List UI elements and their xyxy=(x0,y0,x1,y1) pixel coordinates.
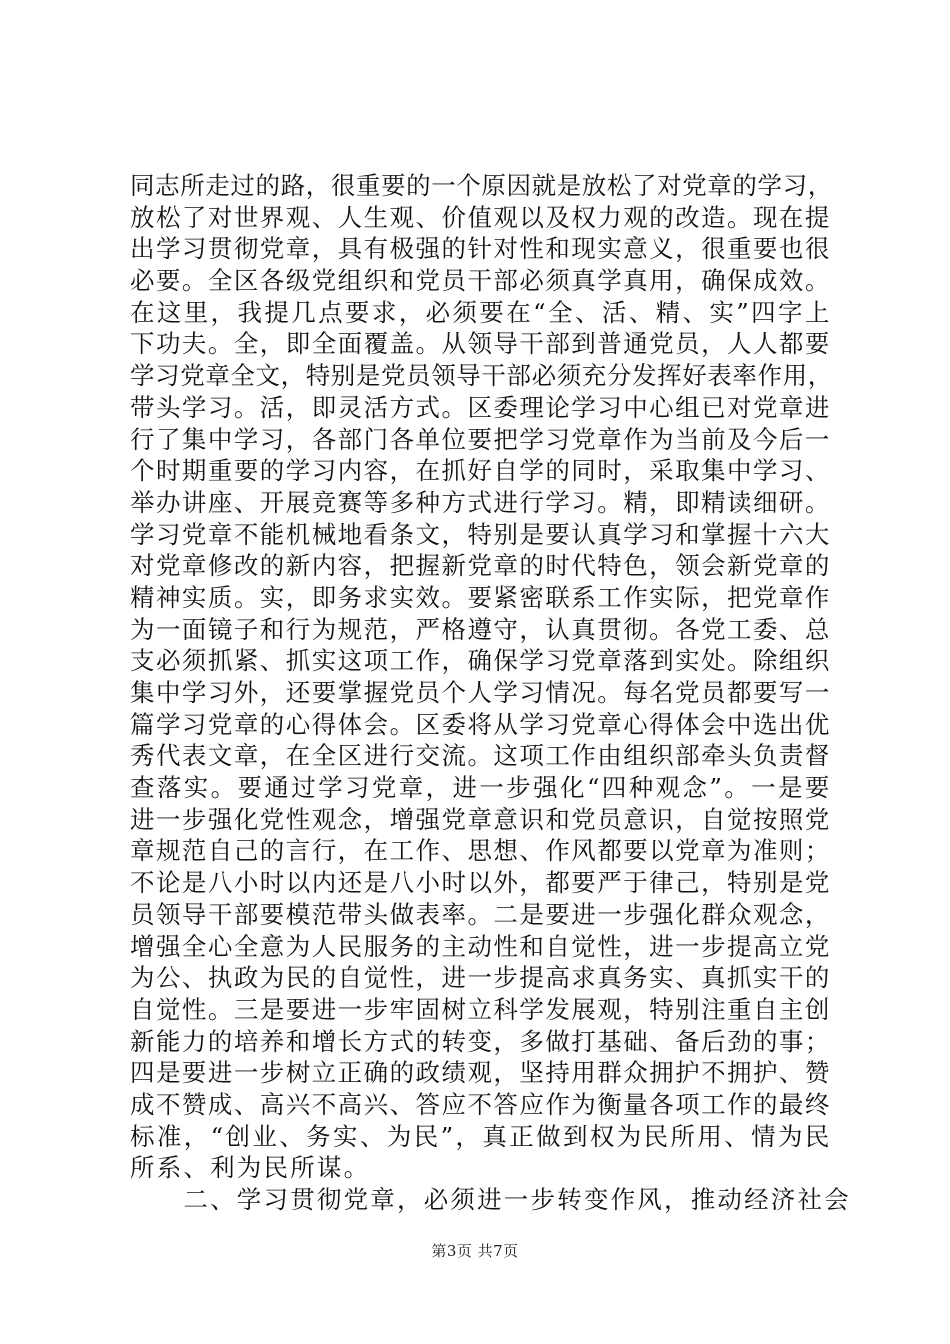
text-line: 为公、执政为民的自觉性，进一步提高求真务实、真抓实干的 xyxy=(130,963,830,993)
text-line: 放松了对世界观、人生观、价值观以及权力观的改造。现在提 xyxy=(130,202,830,232)
text-line: 新能力的培养和增长方式的转变，多做打基础、备后劲的事； xyxy=(130,1026,830,1056)
text-line: 不论是八小时以内还是八小时以外，都要严于律己，特别是党 xyxy=(130,868,830,898)
text-line: 支必须抓紧、抓实这项工作，确保学习党章落到实处。除组织 xyxy=(130,646,830,676)
text-line: 篇学习党章的心得体会。区委将从学习党章心得体会中选出优 xyxy=(130,709,830,739)
text-line: 进一步强化党性观念，增强党章意识和党员意识，自觉按照党 xyxy=(130,804,830,834)
text-line: 增强全心全意为人民服务的主动性和自觉性，进一步提高立党 xyxy=(130,931,830,961)
text-line: 自觉性。三是要进一步牢固树立科学发展观，特别注重自主创 xyxy=(130,994,830,1024)
text-line-section-heading: 二、学习贯彻党章，必须进一步转变作风，推动经济社会 xyxy=(130,1185,851,1214)
text-line: 精神实质。实，即务求实效。要紧密联系工作实际，把党章作 xyxy=(130,582,830,612)
text-line-paragraph-end: 所系、利为民所谋。 xyxy=(130,1153,371,1183)
text-line: 学习党章全文，特别是党员领导干部必须充分发挥好表率作用， xyxy=(130,361,833,391)
text-line: 个时期重要的学习内容，在抓好自学的同时，采取集中学习、 xyxy=(130,456,830,486)
text-line: 秀代表文章，在全区进行交流。这项工作由组织部牵头负责督 xyxy=(130,741,830,771)
text-line: 对党章修改的新内容，把握新党章的时代特色，领会新党章的 xyxy=(130,551,830,581)
page-number-footer: 第3页 共7页 xyxy=(431,1242,519,1260)
text-line: 同志所走过的路，很重要的一个原因就是放松了对党章的学习， xyxy=(130,171,833,200)
text-line: 成不赞成、高兴不高兴、答应不答应作为衡量各项工作的最终 xyxy=(130,1089,830,1119)
text-line: 章规范自己的言行，在工作、思想、作风都要以党章为准则； xyxy=(130,836,830,866)
text-line: 在这里，我提几点要求，必须要在“全、活、精、实”四字上 xyxy=(130,297,830,327)
text-line: 集中学习外，还要掌握党员个人学习情况。每名党员都要写一 xyxy=(130,678,830,707)
body-text xyxy=(130,170,851,1216)
text-line: 带头学习。活，即灵活方式。区委理论学习中心组已对党章进 xyxy=(130,392,830,422)
text-line: 出学习贯彻党章，具有极强的针对性和现实意义，很重要也很 xyxy=(130,234,830,264)
text-line: 学习党章不能机械地看条文，特别是要认真学习和掌握十六大 xyxy=(130,519,830,549)
text-line: 必要。全区各级党组织和党员干部必须真学真用，确保成效。 xyxy=(130,266,830,296)
text-line: 员领导干部要模范带头做表率。二是要进一步强化群众观念， xyxy=(130,899,830,929)
text-line: 举办讲座、开展竞赛等多种方式进行学习。精，即精读细研。 xyxy=(130,487,830,517)
text-line: 为一面镜子和行为规范，严格遵守，认真贯彻。各党工委、总 xyxy=(130,614,830,644)
text-line: 行了集中学习，各部门各单位要把学习党章作为当前及今后一 xyxy=(130,424,830,454)
text-line: 标准，“创业、务实、为民”，真正做到权为民所用、情为民 xyxy=(130,1121,830,1151)
text-line: 下功夫。全，即全面覆盖。从领导干部到普通党员，人人都要 xyxy=(130,329,830,359)
text-line: 查落实。要通过学习党章，进一步强化“四种观念”。一是要 xyxy=(130,773,830,803)
text-line: 四是要进一步树立正确的政绩观，坚持用群众拥护不拥护、赞 xyxy=(130,1058,830,1088)
